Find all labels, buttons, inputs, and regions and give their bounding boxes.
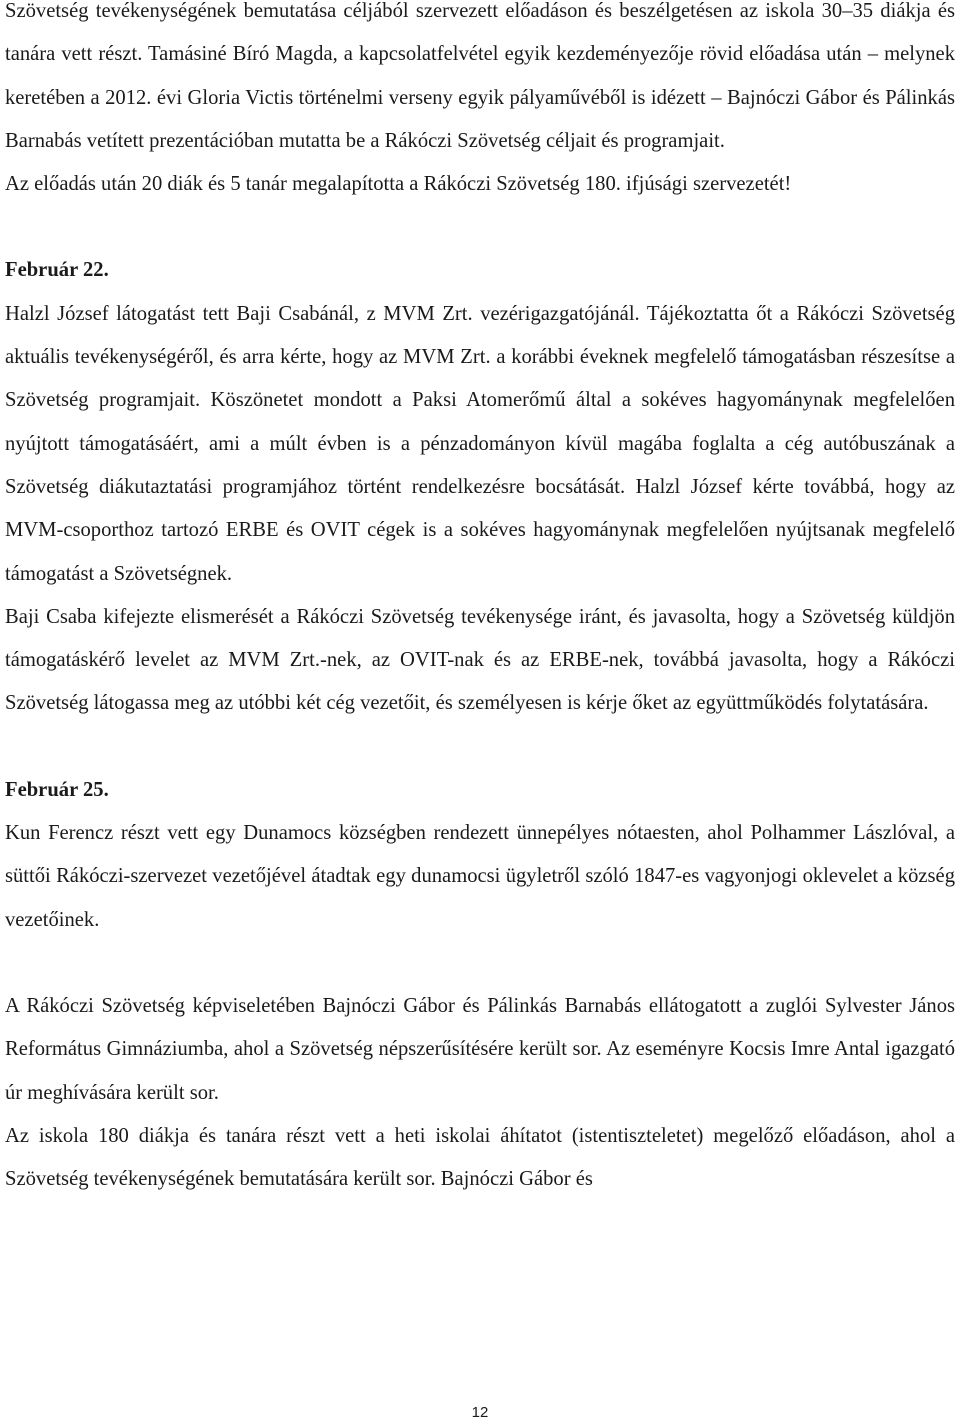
body-paragraph: Kun Ferencz részt vett egy Dunamocs községben rendezett ünnepélyes nótaesten, ahol Polhammer Lászlóval, a süttői Rákóczi-szervezet vezetőjével átadtak egy dunamocsi ügyletről szóló 1847-es vagyonjogi oklevelet a község vezetőinek. xyxy=(5,822,955,931)
body-paragraph: Az iskola 180 diákja és tanára részt vett a heti iskolai áhítatot (istentiszteletet) megelőző előadáson, ahol a Szövetség tevékenységének bemutatására került sor. Bajnóczi Gábor és xyxy=(5,1124,955,1191)
body-paragraph: Az előadás után 20 diák és 5 tanár megalapította a Rákóczi Szövetség 180. ifjúsági szervezetét! xyxy=(5,173,792,196)
section-date-heading: Február 22. xyxy=(5,259,109,282)
section-date-heading: Február 25. xyxy=(5,778,109,801)
page-number: 12 xyxy=(471,1404,489,1421)
body-paragraph: Szövetség tevékenységének bemutatása céljából szervezett előadáson és beszélgetésen az iskola 30–35 diákja és tanára vett részt. Tamásiné Bíró Magda, a kapcsolatfelvétel egyik kezdeményezője rövid előadása után – melynek keretében a 2012. évi Gloria Victis történelmi verseny egyik pályaművéből is idézett – Bajnóczi Gábor és Pálinkás Barnabás vetített prezentációban mutatta be a Rákóczi Szövetség céljait és programjait. xyxy=(5,0,955,152)
body-paragraph: Halzl József látogatást tett Baji Csabánál, z MVM Zrt. vezérigazgatójánál. Tájékoztatta őt a Rákóczi Szövetség aktuális tevékenységéről, és arra kérte, hogy az MVM Zrt. a korábbi éveknek megfelelő támogatásban részesítse a Szövetség programjait. Köszönetet mondott a Paksi Atomerőmű által a sokéves hagyománynak megfelelően nyújtott támogatásáért, ami a múlt évben is a pénzadományon kívül magába foglalta a cég autóbuszának a Szövetség diákutaztatási programjához történt rendelkezésre bocsátását. Halzl József kérte továbbá, hogy az MVM-csoporthoz tartozó ERBE és OVIT cégek is a sokéves hagyománynak megfelelően nyújtsanak megfelelő támogatást a Szövetségnek. xyxy=(5,302,955,585)
body-paragraph: Baji Csaba kifejezte elismerését a Rákóczi Szövetség tevékenysége iránt, és javasolta, hogy a Szövetség küldjön támogatáskérő levelet az MVM Zrt.-nek, az OVIT-nak és az ERBE-nek, továbbá javasolta, hogy a Rákóczi Szövetség látogassa meg az utóbbi két cég vezetőit, és személyesen is kérje őket az együttműködés folytatására. xyxy=(5,605,955,715)
document-page xyxy=(5,0,955,1201)
body-paragraph: A Rákóczi Szövetség képviseletében Bajnóczi Gábor és Pálinkás Barnabás ellátogatott a zuglói Sylvester János Református Gimnáziumba, ahol a Szövetség népszerűsítésére került sor. Az eseményre Kocsis Imre Antal igazgató úr meghívására került sor. xyxy=(5,994,955,1104)
